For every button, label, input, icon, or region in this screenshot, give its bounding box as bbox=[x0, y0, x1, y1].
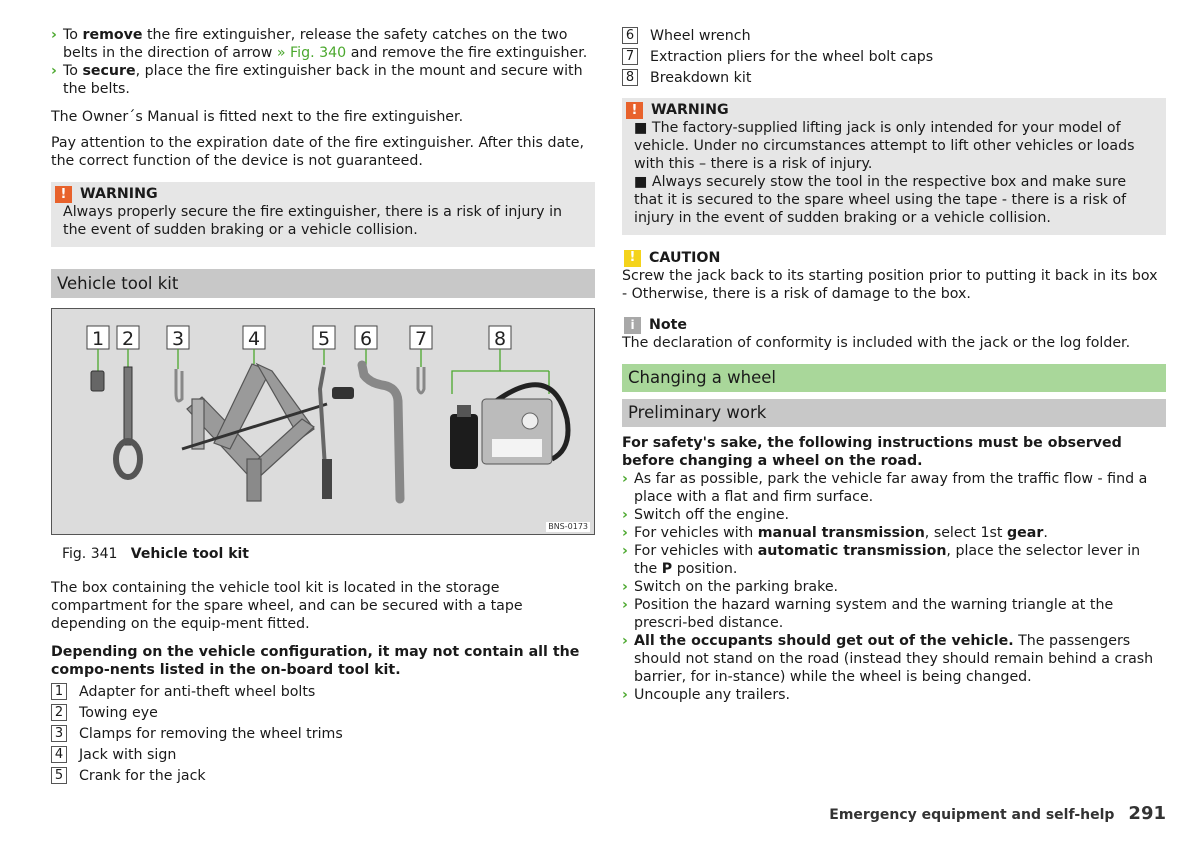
note-title: Note bbox=[649, 317, 688, 333]
figure-label-1: 1 bbox=[91, 328, 105, 350]
figure-code: BNS-0173 bbox=[548, 522, 588, 531]
figure-label-4: 4 bbox=[247, 328, 261, 350]
warning-box-jack bbox=[622, 98, 1166, 235]
arrow-icon: › bbox=[622, 579, 628, 595]
figure-link[interactable]: » Fig. 340 bbox=[276, 45, 347, 61]
figure-label-2: 2 bbox=[121, 328, 135, 350]
warning-text: Always properly secure the fire extinguisher, there is a risk of injury in the event of sudden braking or a vehicle collision. bbox=[63, 204, 563, 238]
figure-vehicle-tool-kit bbox=[51, 308, 595, 535]
paragraph-expiration: Pay attention to the expiration date of the fire extinguisher. After this date, the correct function of the device is not guaranteed. bbox=[51, 135, 584, 169]
paragraph-configuration: Depending on the vehicle configuration, it may not contain all the compo-nents listed in the on-board tool kit. bbox=[51, 644, 580, 678]
page-footer bbox=[829, 805, 1166, 824]
step-item: › Switch on the parking brake. bbox=[622, 579, 839, 595]
warning-title: WARNING bbox=[80, 186, 158, 202]
list-item: 7 Extraction pliers for the wheel bolt caps bbox=[622, 46, 1166, 67]
arrow-icon: › bbox=[622, 543, 628, 559]
figure-label-6: 6 bbox=[359, 328, 373, 350]
warning-text-2: ■ Always securely stow the tool in the respective box and make sure that it is secured to the spare wheel using the tape - there is a risk of injury in the event of sudden braking or a vehicle collision. bbox=[634, 174, 1127, 226]
figure-caption: Fig. 341 Vehicle tool kit bbox=[62, 546, 249, 562]
footer-chapter-title: Emergency equipment and self-help bbox=[829, 807, 1115, 823]
step-item: › For vehicles with manual transmission, select 1st gear. bbox=[622, 525, 1048, 541]
step-item: › Switch off the engine. bbox=[622, 507, 790, 523]
list-item: 2 Towing eye bbox=[51, 702, 595, 723]
arrow-icon: › bbox=[622, 633, 628, 649]
left-column bbox=[51, 26, 595, 786]
figure-label-5: 5 bbox=[317, 328, 331, 350]
step-item: › For vehicles with automatic transmission, place the selector lever in the P position. bbox=[622, 543, 1141, 577]
subsection-title-preliminary-work: Preliminary work bbox=[622, 399, 1166, 427]
arrow-icon: › bbox=[622, 597, 628, 613]
page-number: 291 bbox=[1128, 803, 1166, 824]
intro-bullet-secure: › To secure, place the fire extinguisher back in the mount and secure with the belts. bbox=[51, 63, 583, 97]
paragraph-tool-kit-location: The box containing the vehicle tool kit is located in the storage compartment for the spare wheel, and can be secured with a tape depending on the equip-ment fitted. bbox=[51, 580, 523, 632]
figure-label-8: 8 bbox=[493, 328, 507, 350]
warning-title: WARNING bbox=[651, 102, 729, 118]
figure-label-7: 7 bbox=[414, 328, 428, 350]
list-item: 3 Clamps for removing the wheel trims bbox=[51, 723, 595, 744]
tool-list-right bbox=[622, 25, 1166, 88]
section-title-vehicle-tool-kit: Vehicle tool kit bbox=[51, 269, 595, 298]
warning-box-extinguisher bbox=[51, 182, 595, 247]
safety-intro: For safety's sake, the following instructions must be observed before changing a wheel on the road. bbox=[622, 435, 1122, 469]
caution-text: Screw the jack back to its starting position prior to putting it back in its box - Otherwise, there is a risk of damage to the box. bbox=[622, 268, 1158, 302]
list-item: 6 Wheel wrench bbox=[622, 25, 1166, 46]
step-item: › All the occupants should get out of the vehicle. The passengers should not stand on the road (instead they should remain behind a crash barrier, for in-stance) while the wheel is being changed. bbox=[622, 633, 1154, 685]
intro-bullet-remove: › To remove the fire extinguisher, release the safety catches on the two belts in the direction of arrow » Fig. 340 and remove the fire extinguisher. bbox=[51, 27, 588, 61]
list-item: 4 Jack with sign bbox=[51, 744, 595, 765]
list-item: 1 Adapter for anti-theft wheel bolts bbox=[51, 681, 595, 702]
arrow-icon: › bbox=[51, 63, 57, 79]
warning-icon: ! bbox=[55, 186, 72, 203]
note-text: The declaration of conformity is included with the jack or the log folder. bbox=[622, 335, 1131, 351]
note-box bbox=[622, 316, 1166, 352]
caution-box bbox=[622, 249, 1166, 303]
paragraph-manual: The Owner´s Manual is fitted next to the fire extinguisher. bbox=[51, 109, 464, 125]
caution-icon: ! bbox=[624, 250, 641, 267]
step-item: › As far as possible, park the vehicle far away from the traffic flow - find a place with a flat and firm surface. bbox=[622, 471, 1148, 505]
section-title-changing-wheel: Changing a wheel bbox=[622, 364, 1166, 392]
right-column bbox=[622, 26, 1166, 704]
step-item: › Uncouple any trailers. bbox=[622, 687, 791, 703]
step-item: › Position the hazard warning system and the warning triangle at the prescri-bed distance. bbox=[622, 597, 1114, 631]
tool-kit-illustration bbox=[52, 309, 594, 534]
arrow-icon: › bbox=[622, 507, 628, 523]
arrow-icon: › bbox=[622, 687, 628, 703]
arrow-icon: › bbox=[622, 525, 628, 541]
warning-text-1: ■ The factory-supplied lifting jack is only intended for your model of vehicle. Under no circumstances attempt to lift other vehicles or loads with this – there is a risk of injury. bbox=[634, 120, 1135, 172]
list-item: 5 Crank for the jack bbox=[51, 765, 595, 786]
info-icon: i bbox=[624, 317, 641, 334]
warning-icon: ! bbox=[626, 102, 643, 119]
arrow-icon: › bbox=[622, 471, 628, 487]
list-item: 8 Breakdown kit bbox=[622, 67, 1166, 88]
tool-list-left bbox=[51, 681, 595, 786]
arrow-icon: › bbox=[51, 27, 57, 43]
caution-title: CAUTION bbox=[649, 250, 721, 266]
figure-label-3: 3 bbox=[171, 328, 185, 350]
